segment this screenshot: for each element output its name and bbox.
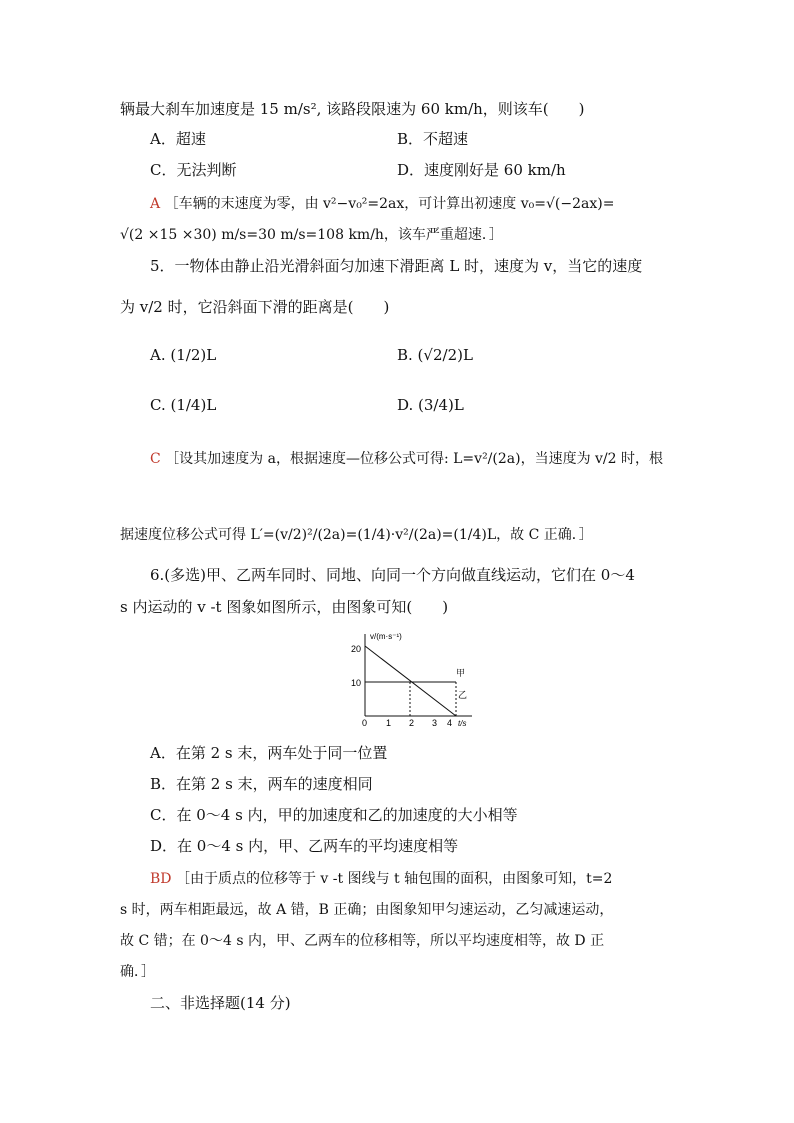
y-tick-label-20: 20 [351,644,362,654]
choice-5b: B. (√2/2)L [397,346,473,364]
y-axis-label: v/(m·s⁻¹) [370,632,402,641]
problem4-stem-tail: 辆最大刹车加速度是 15 m/s², 该路段限速为 60 km/h，则该车( ) [120,100,585,118]
legend-jia: 甲 [456,668,466,678]
legend-yi: 乙 [458,690,468,700]
x-tick-label-3: 3 [432,718,438,728]
choice-6b: B．在第 2 s 末，两车的速度相同 [150,775,373,793]
explanation-5-line1: ［设其加速度为 a，根据速度—位移公式可得: L=v²/(2a)，当速度为 v/2 时，根 [165,451,664,467]
answer-letter-6: BD [150,871,172,887]
answer-6 [150,868,612,888]
vt-graph [350,628,480,730]
section-heading: 二、非选择题(14 分) [150,994,291,1012]
explanation-6-line1: ［由于质点的位移等于 v -t 图线与 t 轴包围的面积，由图象可知，t=2 [175,871,613,887]
choice-6d: D．在 0～4 s 内，甲、乙两车的平均速度相等 [150,837,459,855]
choice-6a: A．在第 2 s 末，两车处于同一位置 [150,744,388,762]
answer-letter-4: A [150,196,161,212]
y-tick-label-10: 10 [351,678,362,688]
choice-6c: C．在 0～4 s 内，甲的加速度和乙的加速度的大小相等 [150,806,518,824]
choice-5c: C. (1/4)L [150,396,217,414]
explanation-4-line2: √(2 ×15 ×30) m/s=30 m/s=108 km/h，该车严重超速．］ [120,227,503,243]
x-axis-label: t/s [458,719,467,728]
problem5-stem: 5．一物体由静止沿光滑斜面匀加速下滑距离 L 时，速度为 v，当它的速度 [150,257,643,275]
x-tick-label-4: 4 [447,718,453,728]
choice-a: A．超速 [150,130,206,148]
x-tick-label-0: 0 [362,718,368,728]
explanation-6-line3: 故 C 错；在 0～4 s 内，甲、乙两车的位移相等，所以平均速度相等，故 D 正 [120,933,605,949]
answer-letter-5: C [150,451,161,467]
problem6-stem: 6.(多选)甲、乙两车同时、同地、向同一个方向做直线运动，它们在 0～4 [150,566,635,584]
x-tick-label-1: 1 [386,718,392,728]
explanation-5-line2: 据速度位移公式可得 L′=(v/2)²/(2a)=(1/4)·v²/(2a)=(1/4)L，故 C 正确．］ [120,527,593,543]
choice-b: B．不超速 [397,130,469,148]
explanation-6-line2: s 时，两车相距最远，故 A 错，B 正确；由图象知甲匀速运动，乙匀减速运动， [120,902,614,918]
x-tick-label-2: 2 [409,718,415,728]
answer-4 [150,193,614,213]
choice-c: C．无法判断 [150,161,237,179]
explanation-4-line1: ［车辆的末速度为零，由 v²−v₀²=2ax，可计算出初速度 v₀=√(−2ax)= [164,196,615,212]
problem5-stem-2: 为 v/2 时，它沿斜面下滑的距离是( ) [120,298,390,316]
series-yi-line [365,646,456,716]
choice-d: D．速度刚好是 60 km/h [397,161,566,179]
problem6-stem-2: s 内运动的 v -t 图象如图所示，由图象可知( ) [120,598,449,616]
explanation-6-line4: 确．］ [120,964,155,980]
answer-5 [150,448,663,468]
choice-5a: A. (1/2)L [150,346,217,364]
choice-5d: D. (3/4)L [397,396,464,414]
